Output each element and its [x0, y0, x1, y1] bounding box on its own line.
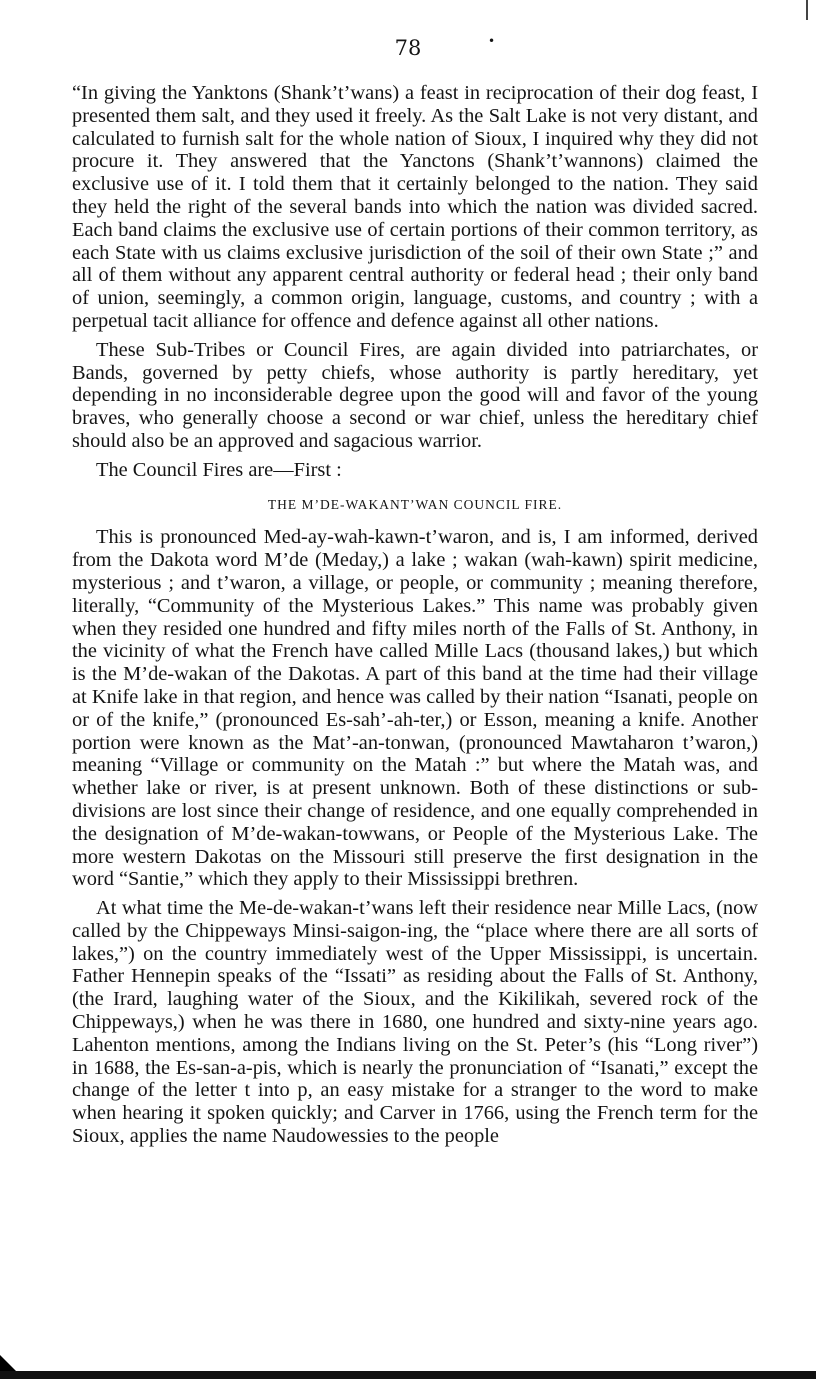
body-text [72, 82, 758, 1154]
scan-bottom-edge [0, 1371, 816, 1379]
paragraph-pronunciation: This is pronounced Med-ay-wah-kawn-t’waron, and is, I am informed, derived from the Dakota word M’de (Meday,) a lake ; wakan (wah-kawn) spirit medicine, mysterious ; and t’waron, a village, or people, or community ; meaning therefore, literally, “Community of the Mysterious Lakes.” This name was probably given when they resided one hundred and fifty miles north of the Falls of St. Anthony, in the vicinity of what the French have called Mille Lacs (thousand lakes,) but which is the M’de-wakan of the Dakotas. A part of this band at the time had their village at Knife lake in that region, and hence was called by their nation “Isanati, people on or of the knife,” (pronounced Es-sah’-ah-ter,) or Esson, meaning a knife. Another portion were known as the Mat’-an-tonwan, (pronounced Mawtaharon t’waron,) meaning “Village or community on the Matah :” but where the Matah was, and whether lake or river, is at present unknown. Both of these distinctions or sub-divisions are lost since their change of residence, and one equally comprehended in the designation of M’de-wakan-towwans, or People of the Mysterious Lake. The more western Dakotas on the Missouri still preserve the first designation in the word “Santie,” which they apply to their Mississippi brethren. [72, 526, 758, 891]
page-number: 78 [394, 36, 422, 60]
paragraph-subtribes: These Sub-Tribes or Council Fires, are again divided into patriarchates, or Bands, governed by petty chiefs, whose authority is partly hereditary, yet depending in no inconsiderable degree upon the good will and favor of the young braves, who generally choose a second or war chief, unless the hereditary chief should also be an approved and sagacious warrior. [72, 338, 758, 452]
page-edge-mark [806, 0, 808, 20]
ink-mark: • [488, 34, 496, 48]
paragraph-history: At what time the Me-de-wakan-t’wans left their residence near Mille Lacs, (now called by the Chippeways Minsi-saigon-ing, the “place where there are all sorts of lakes,”) on the country immediately west of the Upper Mississippi, is uncertain. Father Hennepin speaks of the “Issati” as residing about the Falls of St. Anthony, (the Irard, laughing water of the Sioux, and the Kikilikah, severed rock of the Chippeways,) when he was there in 1680, one hundred and sixty-nine years ago. Lahenton mentions, among the Indians living on the St. Peter’s (his “Long river”) in 1688, the Es-san-a-pis, which is nearly the pronunciation of “Isanati,” except the change of the letter t into p, an easy mistake for a stranger to the word to make when hearing it spoken quickly; and Carver in 1766, using the French term for the Sioux, applies the name Naudowessies to the people [72, 897, 758, 1148]
paragraph-quote: “In giving the Yanktons (Shank’t’wans) a feast in reciprocation of their dog feast, I presented them salt, and they used it freely. As the Salt Lake is not very distant, and calculated to furnish salt for the whole nation of Sioux, I inquired why they did not procure it. They answered that the Yanctons (Shank’t’wannons) claimed the exclusive use of it. I told them that it certainly belonged to the nation. They said they held the right of the several bands into which the nation was divided sacred. Each band claims the exclusive use of certain portions of their common territory, as each State with us claims exclusive jurisdiction of the soil of their own State ;” and all of them without any apparent central authority or federal head ; their only band of union, seemingly, a common origin, language, customs, and country ; with a perpetual tacit alliance for offence and defence against all other nations. [72, 82, 758, 332]
section-heading: THE M’DE-WAKANT’WAN COUNCIL FIRE. [267, 496, 563, 512]
paragraph-council-fires: The Council Fires are—First : [96, 458, 342, 481]
